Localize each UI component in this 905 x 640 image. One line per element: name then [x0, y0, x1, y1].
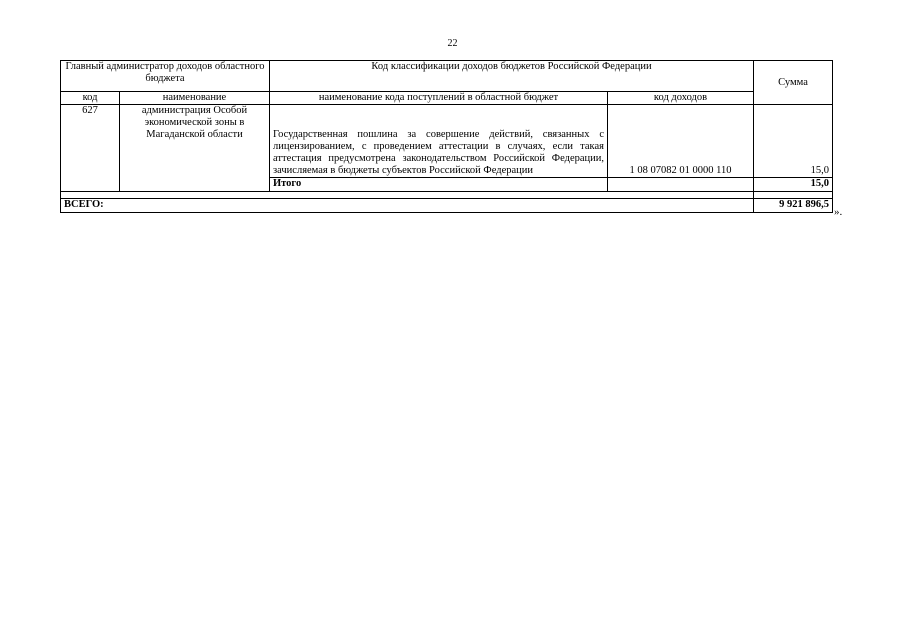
header-code: код — [61, 92, 120, 105]
row-amount: 15,0 — [754, 105, 833, 178]
subtotal-label: Итого — [270, 178, 608, 192]
revenue-table — [60, 60, 833, 213]
row-revenue-name: Государственная пошлина за совершение действий, связанных с лицензированием, с проведением аттестации в случаях, если такая аттестация предусмотрена законодательством Российской Федерации, зачисляемая в бюджеты субъектов Российской Федерации — [270, 105, 608, 178]
spacer-row — [61, 192, 833, 199]
subtotal-empty-cell — [608, 178, 754, 192]
row-code: 627 — [61, 105, 120, 192]
row-admin-name: администрация Особой экономической зоны в Магаданской области — [120, 105, 270, 192]
header-admin-group: Главный администратор доходов областного бюджета — [61, 61, 270, 92]
header-revenue-code: код доходов — [608, 92, 754, 105]
subtotal-amount: 15,0 — [754, 178, 833, 192]
total-amount: 9 921 896,5 — [754, 199, 833, 213]
total-row — [61, 199, 833, 213]
header-amount: Сумма — [754, 61, 833, 105]
closing-quote-mark: ». — [834, 206, 843, 218]
header-classification: Код классификации доходов бюджетов Российской Федерации — [270, 61, 754, 92]
header-revenue-name: наименование кода поступлений в областной бюджет — [270, 92, 608, 105]
page-number: 22 — [447, 38, 458, 49]
total-label: ВСЕГО: — [61, 199, 754, 213]
table-row — [61, 105, 833, 178]
header-row-top — [61, 61, 833, 92]
row-revenue-code: 1 08 07082 01 0000 110 — [608, 105, 754, 178]
header-row-bottom — [61, 92, 833, 105]
header-name: наименование — [120, 92, 270, 105]
